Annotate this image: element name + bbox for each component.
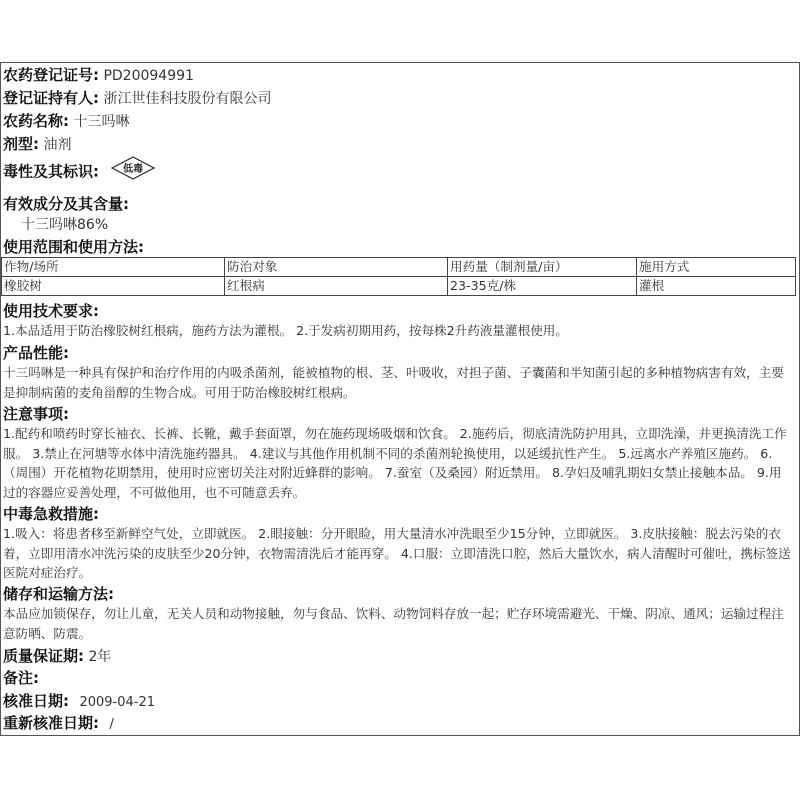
storage-text: 本品应加锁保存，勿让儿童，无关人员和动物接触，勿与食品、饮料、动物饲料存放一起；贮存环境需避光、干燥、阴凉、通风；运输过程注意防晒、防震。 — [3, 606, 784, 641]
usage-label: 使用范围和使用方法: — [3, 238, 144, 256]
toxicity-label: 毒性及其标识: — [3, 162, 99, 181]
product-performance-text: 十三吗啉是一种具有保护和治疗作用的内吸杀菌剂，能被植物的根、茎、叶吸收，对担子菌、子囊菌和半知菌引起的多种植物病害有效，主要是抑制病菌的麦角甾醇的生物合成。可用于防治橡胶树红根病。 — [3, 365, 784, 400]
active-ingredient-label: 有效成分及其含量: — [3, 195, 129, 213]
registration-number-value: PD20094991 — [103, 68, 194, 84]
header-target: 防治对象 — [225, 258, 448, 277]
certificate-holder-value: 浙江世佳科技股份有限公司 — [103, 91, 272, 107]
reapproval-date-row — [3, 712, 114, 736]
cell-crop: 橡胶树 — [2, 277, 225, 296]
approval-date-label: 核准日期: — [3, 692, 69, 710]
reapproval-date-label: 重新核准日期: — [3, 714, 99, 732]
cell-dosage: 23-35克/株 — [448, 277, 637, 296]
approval-date-row — [3, 690, 155, 714]
pesticide-name-value: 十三吗啉 — [73, 114, 130, 130]
cautions-heading: 注意事项: — [3, 405, 69, 423]
header-dosage: 用药量（制剂量/亩） — [448, 258, 637, 277]
usage-table-header — [2, 258, 796, 277]
certificate-holder-row — [3, 87, 271, 110]
first-aid-text: 1.吸入：将患者移至新鲜空气处，立即就医。 2.眼接触：分开眼睑，用大量清水冲洗眼至少15分钟，立即就医。 3.皮肤接触：脱去污染的衣着，立即用清水冲洗污染的皮肤至少20分钟，衣物需清洗后才能再穿。 4.口服：立即清洗口腔，然后大量饮水，病人清醒时可催吐，携标签送医院对症治疗。 — [3, 526, 791, 580]
pesticide-name-row — [3, 110, 129, 133]
approval-date-value: 2009-04-21 — [79, 695, 156, 710]
toxicity-row — [3, 157, 155, 188]
toxicity-badge-text: 低毒 — [123, 164, 144, 175]
cell-target: 红根病 — [225, 277, 448, 296]
formulation-label: 剂型: — [3, 135, 39, 153]
header-crop: 作物/场所 — [2, 258, 225, 277]
technical-requirements-text: 1.本品适用于防治橡胶树红根病，施药方法为灌根。 2.于发病初期用药，按每株2升药液量灌根使用。 — [3, 323, 568, 338]
remarks-label: 备注: — [3, 669, 39, 687]
product-performance-heading: 产品性能: — [3, 344, 69, 362]
pesticide-name-label: 农药名称: — [3, 112, 69, 130]
registration-number-label: 农药登记证号: — [3, 66, 99, 84]
first-aid-heading: 中毒急救措施: — [3, 505, 99, 523]
formulation-row — [3, 133, 71, 156]
formulation-value: 油剂 — [43, 137, 72, 153]
table-row — [2, 277, 796, 296]
cell-method: 灌根 — [637, 277, 796, 296]
technical-requirements-heading: 使用技术要求: — [3, 302, 99, 320]
active-ingredient-value: 十三吗啉86% — [21, 217, 109, 233]
usage-row — [3, 236, 144, 259]
usage-table — [1, 257, 796, 296]
header-method: 施用方式 — [637, 258, 796, 277]
shelf-life-value: 2年 — [88, 649, 112, 665]
storage-heading: 储存和运输方法: — [3, 585, 114, 603]
shelf-life-row — [3, 645, 111, 668]
remarks-row — [3, 667, 39, 690]
registration-number-row — [3, 64, 194, 87]
reapproval-date-value: / — [109, 717, 114, 732]
shelf-life-label: 质量保证期: — [3, 647, 84, 665]
certificate-holder-label: 登记证持有人: — [3, 89, 99, 107]
active-ingredient-row — [3, 193, 129, 216]
active-ingredient-value-row — [21, 214, 108, 236]
low-toxicity-diamond-icon — [111, 156, 155, 187]
cautions-text: 1.配药和喷药时穿长袖衣、长裤、长靴，戴手套面罩，勿在施药现场吸烟和饮食。 2.施药后，彻底清洗防护用具，立即洗澡，并更换清洗工作服。 3.禁止在河塘等水体中清洗施药器具。 4.建议与其他作用机制不同的杀菌剂轮换使用，以延缓抗性产生。 5.远离水产养殖区施药。 6.（周围）开花植物花期禁用，使用时应密切关注对附近蜂群的影响。 7.蚕室（及桑园）附近禁用。 8.孕妇及哺乳期妇女禁止接触本品。 9.用过的容器应妥善处理，不可做他用，也不可随意丢弃。 — [3, 426, 787, 500]
